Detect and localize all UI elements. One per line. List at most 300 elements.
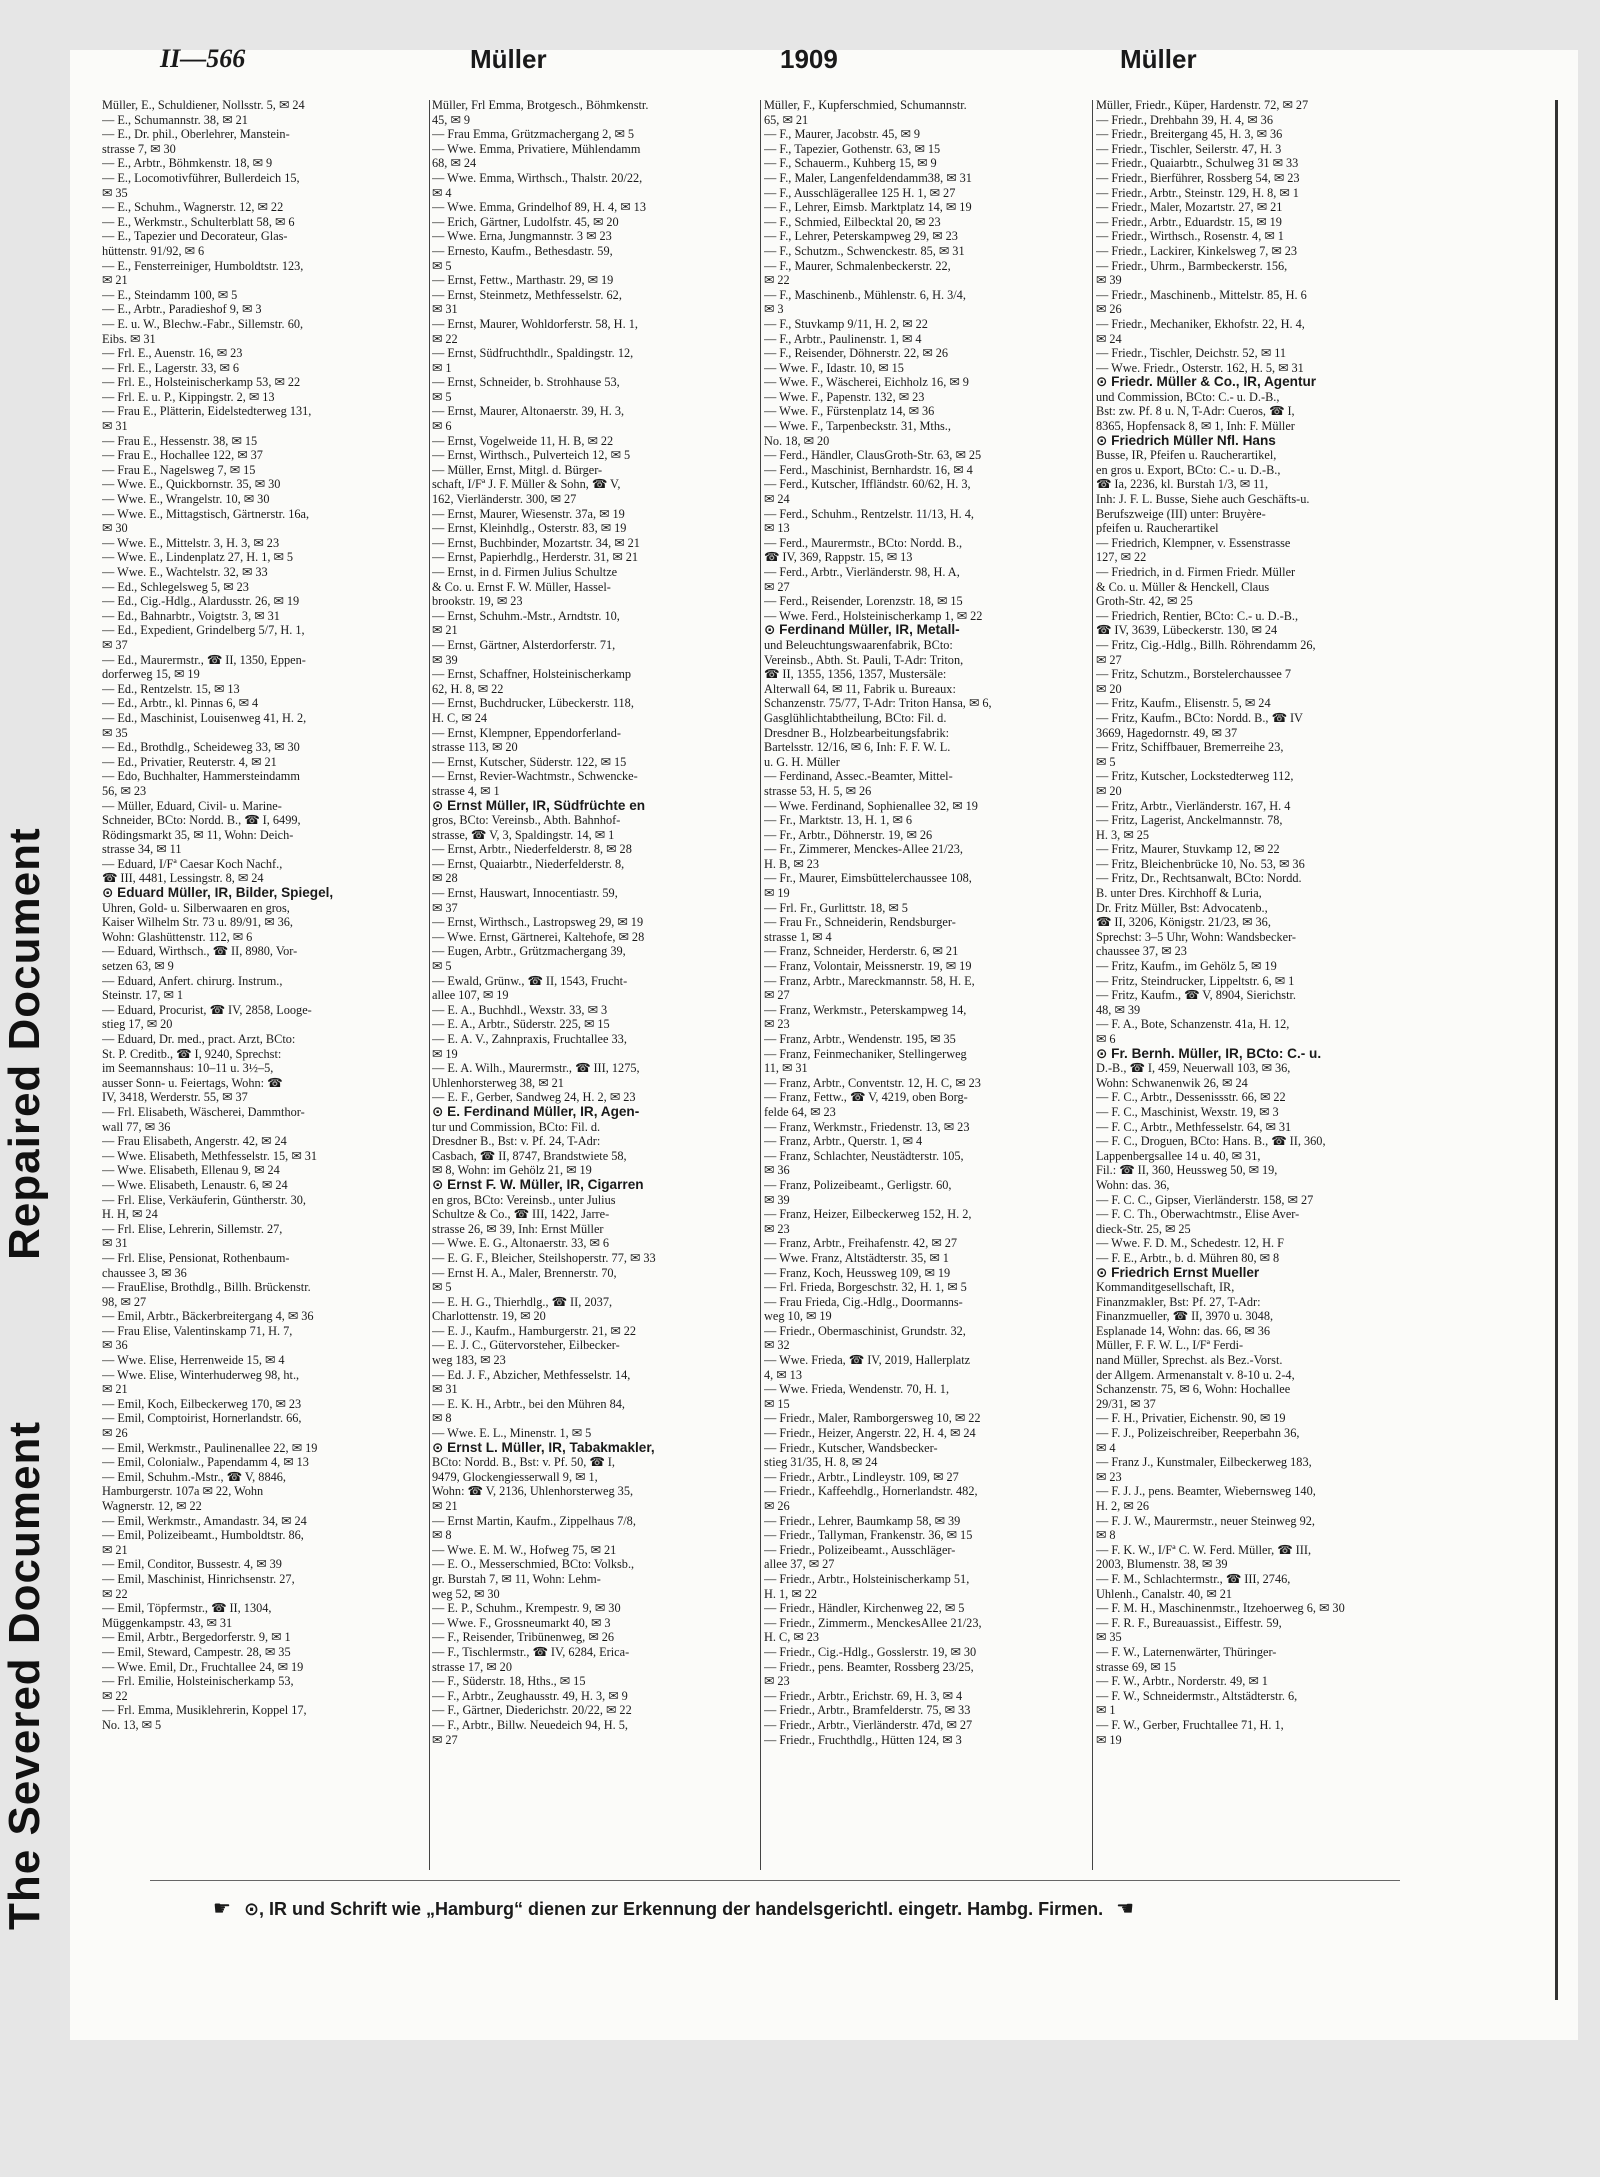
directory-entry-line: Schanzenstr. 75, ✉ 6, Wohn: Hochallee <box>1096 1382 1291 1397</box>
directory-entry-line: ✉ 27 <box>764 579 790 594</box>
directory-entry-line: — Eduard, Procurist, ☎ IV, 2858, Looge- <box>102 1002 312 1017</box>
directory-entry-line: ✉ 30 <box>102 521 128 536</box>
directory-entry-line: gr. Burstah 7, ✉ 11, Wohn: Lehm- <box>432 1571 601 1586</box>
directory-entry-line: — Ernst, Steinmetz, Methfesselstr. 62, <box>432 287 622 302</box>
directory-entry-line: — E. G. F., Bleicher, Steilshoperstr. 77, ✉ 33 <box>432 1250 656 1265</box>
directory-entry-line: — Ernst, Hauswart, Innocentiastr. 59, <box>432 886 618 901</box>
column-rule <box>760 100 761 1870</box>
directory-entry-line: Berufszweige (III) unter: Bruyère- <box>1096 506 1266 521</box>
directory-entry-line: — Franz, Koch, Heussweg 109, ✉ 19 <box>764 1265 951 1280</box>
directory-entry-line: ✉ 39 <box>432 652 458 667</box>
directory-entry-line: — FrauElise, Brothdlg., Billh. Brückenstr. <box>102 1280 311 1295</box>
directory-entry-line: — Friedr., Bierführer, Rossberg 54, ✉ 23 <box>1096 170 1300 185</box>
directory-entry-line: — Franz, Polizeibeamt., Gerligstr. 60, <box>764 1177 952 1192</box>
directory-entry-line: — Ed., Schlegelsweg 5, ✉ 23 <box>102 579 249 594</box>
directory-entry-line: — Ferd., Arbtr., Vierländerstr. 98, H. A, <box>764 565 960 579</box>
directory-entry-line: Busse, IR, Pfeifen u. Raucherartikel, <box>1096 448 1277 463</box>
directory-entry-line: — Wwe. Ernst, Gärtnerei, Kaltehofe, ✉ 28 <box>432 929 645 944</box>
header-name-left: Müller <box>470 44 547 74</box>
directory-entry-line: — Ernst, Fettw., Marthastr. 29, ✉ 19 <box>432 273 614 288</box>
directory-entry-line: — Franz, Schneider, Herderstr. 6, ✉ 21 <box>764 944 959 959</box>
directory-entry-line: — Wwe. E., Mittelstr. 3, H. 3, ✉ 23 <box>102 535 280 550</box>
directory-entry-line: — F. W., Laternenwärter, Thüringer- <box>1096 1644 1277 1659</box>
pointing-hand-left-icon: ☚ <box>1116 1898 1135 1920</box>
directory-entry-line: — Friedr., Maler, Mozartstr. 27, ✉ 21 <box>1096 200 1283 215</box>
directory-entry-line: dorferweg 15, ✉ 19 <box>102 667 200 682</box>
directory-entry-line: — Wwe. Elisabeth, Lenaustr. 6, ✉ 24 <box>102 1177 288 1192</box>
directory-entry-line: — Ed., Maurermstr., ☎ II, 1350, Eppen- <box>102 652 306 667</box>
directory-entry-line: B. unter Dres. Kirchhoff & Luria, <box>1096 886 1262 901</box>
directory-entry-line: en gros u. Export, BCto: C.- u. D.-B., <box>1096 462 1281 477</box>
directory-entry-line: — Friedr., Arbtr., Erichstr. 69, H. 3, ✉ 4 <box>764 1688 963 1703</box>
directory-entry-line: — E., Schumannstr. 38, ✉ 21 <box>102 112 248 127</box>
directory-entry-line: Müller, Friedr., Küper, Hardenstr. 72, ✉ 27 <box>1096 98 1309 112</box>
directory-entry-line: ✉ 23 <box>764 1017 790 1032</box>
directory-entry-line: — Fritz, Bleichenbrücke 10, No. 53, ✉ 36 <box>1096 856 1305 871</box>
directory-entry-line: 2003, Blumenstr. 38, ✉ 39 <box>1096 1557 1228 1572</box>
directory-entry-line: felde 64, ✉ 23 <box>764 1104 836 1119</box>
directory-entry-line: strasse 26, ✉ 39, Inh: Ernst Müller <box>432 1221 604 1236</box>
directory-entry-line: ☎ II, 3206, Königstr. 21/23, ✉ 36, <box>1096 915 1271 930</box>
directory-entry-line: Wohn: Schwanenwik 26, ✉ 24 <box>1096 1075 1248 1090</box>
directory-entry-line: Wohn: Glashüttenstr. 112, ✉ 6 <box>102 929 253 944</box>
directory-entry-line: — F. C., Droguen, BCto: Hans. B., ☎ II, 360, <box>1096 1134 1326 1149</box>
directory-entry-line: — Ferd., Reisender, Lorenzstr. 18, ✉ 15 <box>764 594 963 609</box>
directory-entry-line: — Friedr., Tallyman, Frankenstr. 36, ✉ 15 <box>764 1528 973 1543</box>
directory-entry-line: ✉ 32 <box>764 1338 790 1353</box>
directory-entry-line: ✉ 22 <box>764 273 790 288</box>
directory-entry-line: Gasglühlichtabtheilung, BCto: Fil. d. <box>764 710 947 725</box>
directory-entry-line: H. B, ✉ 23 <box>764 856 820 871</box>
directory-entry-line: strasse 1, ✉ 4 <box>764 929 832 944</box>
directory-entry-line: — Friedr., Arbtr., Vierländerstr. 47d, ✉ 27 <box>764 1717 973 1732</box>
directory-entry-line: 48, ✉ 39 <box>1096 1002 1141 1017</box>
directory-entry-line: — Ed., Cig.-Hdlg., Alardusstr. 26, ✉ 19 <box>102 594 300 609</box>
directory-entry-line: ✉ 31 <box>432 302 458 317</box>
directory-entry-line: — Wwe. F. D. M., Schedestr. 12, H. F <box>1096 1236 1285 1251</box>
directory-entry-line: — Frl. E. u. P., Kippingstr. 2, ✉ 13 <box>102 389 275 404</box>
directory-entry-line: — F., Ausschlägerallee 125 H. 1, ✉ 27 <box>764 185 956 200</box>
directory-entry-line: — Emil, Conditor, Bussestr. 4, ✉ 39 <box>102 1557 282 1572</box>
directory-entry-line: ✉ 28 <box>432 871 458 886</box>
directory-entry-line: — Friedr., Breitergang 45, H. 3, ✉ 36 <box>1096 127 1283 142</box>
directory-entry-line: Finanzmueller, ☎ II, 3970 u. 3048, <box>1096 1309 1274 1324</box>
directory-entry-line: — Frl. Elise, Verkäuferin, Güntherstr. 30, <box>102 1192 307 1207</box>
directory-entry-line: Steinstr. 17, ✉ 1 <box>102 988 184 1003</box>
directory-entry-line: — Müller, Eduard, Civil- u. Marine- <box>102 798 282 813</box>
directory-entry-line: — E., Arbtr., Paradieshof 9, ✉ 3 <box>102 302 262 317</box>
directory-entry-line: — F., Tischlermstr., ☎ IV, 6284, Erica- <box>432 1644 630 1659</box>
directory-entry-line: — Ernst, Wirthsch., Lastropsweg 29, ✉ 19 <box>432 915 644 930</box>
directory-entry-line: und Commission, BCto: C.- u. D.-B., <box>1096 389 1280 404</box>
directory-entry-line: — Frau Elisabeth, Angerstr. 42, ✉ 24 <box>102 1134 287 1149</box>
directory-entry-line: — F. W., Gerber, Fruchtallee 71, H. 1, <box>1096 1717 1284 1732</box>
directory-entry-line: ⊙ Eduard Müller, IR, Bilder, Spiegel, <box>102 886 334 901</box>
directory-entry-line: — Fritz, Kaufm., im Gehölz 5, ✉ 19 <box>1096 959 1277 974</box>
directory-entry-line: — E., Steindamm 100, ✉ 5 <box>102 287 238 302</box>
directory-entry-line: — Fritz, Kaufm., BCto: Nordd. B., ☎ IV <box>1096 710 1303 725</box>
directory-entry-line: ⊙ Fr. Bernh. Müller, IR, BCto: C.- u. <box>1096 1046 1322 1061</box>
directory-entry-line: — Emil, Arbtr., Bäckerbreitergang 4, ✉ 36 <box>102 1309 314 1324</box>
directory-entry-line: ✉ 36 <box>764 1163 790 1178</box>
directory-entry-line: — Friedr., pens. Beamter, Rossberg 23/25, <box>764 1659 974 1674</box>
directory-entry-line: ✉ 23 <box>1096 1469 1122 1484</box>
directory-entry-line: — F. R. F., Bureauassist., Eiffestr. 59, <box>1096 1615 1282 1630</box>
directory-entry-line: — F. E., Arbtr., b. d. Mühren 80, ✉ 8 <box>1096 1250 1280 1265</box>
directory-entry-line: — Ed., Maschinist, Louisenweg 41, H. 2, <box>102 710 307 725</box>
pointing-hand-icon: ☛ <box>213 1898 231 1920</box>
directory-entry-line: — Ernst, Vogelweide 11, H. B, ✉ 22 <box>432 433 614 448</box>
directory-entry-line: — Wwe. Frieda, Wendenstr. 70, H. 1, <box>764 1382 950 1397</box>
directory-entry-line: — F. M., Schlachtermstr., ☎ III, 2746, <box>1096 1571 1291 1586</box>
directory-entry-line: Müller, F., Kupferschmied, Schumannstr. <box>764 98 967 112</box>
directory-entry-line: — Emil, Koch, Eilbeckerweg 170, ✉ 23 <box>102 1396 302 1411</box>
directory-entry-line: — Ernst, Schaffner, Holsteinischerkamp <box>432 667 632 682</box>
directory-entry-line: ✉ 8 <box>432 1411 452 1426</box>
directory-entry-line: — Frl. Fr., Gurlittstr. 18, ✉ 5 <box>764 900 908 915</box>
directory-entry-line: 9479, Glockengiesserwall 9, ✉ 1, <box>432 1469 598 1484</box>
directory-entry-line: ✉ 26 <box>102 1426 128 1441</box>
directory-entry-line: ✉ 39 <box>1096 273 1122 288</box>
directory-entry-line: ✉ 22 <box>432 331 458 346</box>
directory-entry-line: — Ewald, Grünw., ☎ II, 1543, Frucht- <box>432 973 628 988</box>
directory-entry-line: — E. u. W., Blechw.-Fabr., Sillemstr. 60, <box>102 316 304 331</box>
directory-entry-line: — F., Stuvkamp 9/11, H. 2, ✉ 22 <box>764 316 928 331</box>
directory-entry-line: — Emil, Schuhm.-Mstr., ☎ V, 8846, <box>102 1469 286 1484</box>
directory-entry-line: — F., Arbtr., Billw. Neuedeich 94, H. 5, <box>432 1717 628 1732</box>
directory-entry-line: IV, 3418, Werderstr. 55, ✉ 37 <box>102 1090 248 1105</box>
directory-entry-line: Schultze & Co., ☎ III, 1422, Jarre- <box>432 1207 610 1222</box>
directory-entry-line: ✉ 21 <box>102 1382 128 1397</box>
directory-entry-line: ✉ 23 <box>764 1674 790 1689</box>
directory-entry-line: weg 10, ✉ 19 <box>764 1309 832 1324</box>
directory-entry-line: — Ernst, Maurer, Wohldorferstr. 58, H. 1, <box>432 316 638 331</box>
directory-entry-line: 29/31, ✉ 37 <box>1096 1396 1156 1411</box>
directory-entry-line: — Fritz, Schutzm., Borstelerchaussee 7 <box>1096 667 1291 682</box>
directory-entry-line: H. 1, ✉ 22 <box>764 1586 818 1601</box>
directory-entry-line: — Frl. Emma, Musiklehrerin, Koppel 17, <box>102 1703 307 1718</box>
directory-entry-line: — F. A., Bote, Schanzenstr. 41a, H. 12, <box>1096 1017 1290 1032</box>
directory-entry-line: strasse 69, ✉ 15 <box>1096 1659 1176 1674</box>
directory-entry-line: — Friedr., Maschinenb., Mittelstr. 85, H. 6 <box>1096 287 1307 302</box>
directory-entry-line: — Wwe. F., Fürstenplatz 14, ✉ 36 <box>764 404 935 419</box>
directory-entry-line: ✉ 8 <box>1096 1528 1116 1543</box>
directory-entry-line: — F., Lehrer, Peterskampweg 29, ✉ 23 <box>764 229 958 244</box>
directory-entry-line: — Franz, Feinmechaniker, Stellingerweg <box>764 1046 967 1061</box>
directory-entry-line: — Frl. Elise, Lehrerin, Sillemstr. 27, <box>102 1221 283 1236</box>
directory-entry-line: — F., Maschinenb., Mühlenstr. 6, H. 3/4, <box>764 287 966 302</box>
directory-entry-line: — Emil, Polizeibeamt., Humboldtstr. 86, <box>102 1528 304 1543</box>
directory-entry-line: — Ferd., Kutscher, Iffländstr. 60/62, H. 3, <box>764 477 971 492</box>
directory-entry-line: — Ernst, Gärtner, Alsterdorferstr. 71, <box>432 637 616 652</box>
directory-entry-line: — Frl. Elisabeth, Wäscherei, Dammthor- <box>102 1104 305 1119</box>
directory-entry-line: No. 18, ✉ 20 <box>764 433 830 448</box>
directory-entry-line: Groth-Str. 42, ✉ 25 <box>1096 594 1193 609</box>
directory-entry-line: — Ernst, Maurer, Altonaerstr. 39, H. 3, <box>432 404 625 419</box>
directory-entry-line: — Frau E., Plätterin, Eidelstedterweg 131, <box>102 404 312 419</box>
directory-entry-line: — E., Fensterreiniger, Humboldtstr. 123, <box>102 258 304 273</box>
directory-entry-line: — Franz, Arbtr., Freihafenstr. 42, ✉ 27 <box>764 1236 958 1251</box>
directory-entry-line: — E., Schuhm., Wagnerstr. 12, ✉ 22 <box>102 200 284 215</box>
directory-entry-line: — Wwe. E., Quickbornstr. 35, ✉ 30 <box>102 477 281 492</box>
directory-entry-line: Charlottenstr. 19, ✉ 20 <box>432 1309 546 1324</box>
directory-entry-line: der Allgem. Armenanstalt v. 8-10 u. 2-4, <box>1096 1367 1295 1382</box>
directory-entry-line: Schanzenstr. 75/77, T-Adr: Triton Hansa, ✉ 6, <box>764 696 992 711</box>
directory-entry-line: — Ernst H. A., Maler, Brennerstr. 70, <box>432 1265 617 1280</box>
directory-entry-line: — Frl. Elise, Pensionat, Rothenbaum- <box>102 1250 290 1265</box>
directory-entry-line: — F., Gärtner, Diederichstr. 20/22, ✉ 22 <box>432 1703 632 1718</box>
page-number: II—566 <box>160 44 246 73</box>
directory-entry-line: — Friedr., Kutscher, Wandsbecker- <box>764 1440 938 1455</box>
directory-entry-line: strasse 34, ✉ 11 <box>102 842 182 857</box>
directory-entry-line: allee 107, ✉ 19 <box>432 988 509 1003</box>
directory-entry-line: strasse 113, ✉ 20 <box>432 740 518 755</box>
directory-entry-line: — E., Arbtr., Böhmkenstr. 18, ✉ 9 <box>102 156 273 171</box>
directory-entry-line: wall 77, ✉ 36 <box>102 1119 171 1134</box>
side-stamp <box>0 640 54 1940</box>
directory-entry-line: — Wwe. Emma, Grindelhof 89, H. 4, ✉ 13 <box>432 200 646 215</box>
directory-entry-line: H. 3, ✉ 25 <box>1096 827 1150 842</box>
directory-entry-line: — Franz J., Kunstmaler, Eilbeckerweg 183, <box>1096 1455 1312 1470</box>
directory-entry-line: — E. J. C., Gütervorsteher, Eilbecker- <box>432 1338 620 1353</box>
directory-entry-line: — Ferd., Maurermstr., BCto: Nordd. B., <box>764 535 963 550</box>
directory-entry-line: allee 37, ✉ 27 <box>764 1557 835 1572</box>
directory-entry-line: — Ernst, in d. Firmen Julius Schultze <box>432 565 618 579</box>
directory-entry-line: — Eduard, I/Fª Caesar Koch Nachf., <box>102 856 283 871</box>
directory-entry-line: schaft, I/Fª J. F. Müller & Sohn, ☎ V, <box>432 477 621 492</box>
column-rule <box>429 100 430 1870</box>
directory-entry-line: — Friedr., Obermaschinist, Grundstr. 32, <box>764 1323 966 1338</box>
directory-entry-line: — Fritz, Cig.-Hdlg., Billh. Röhrendamm 26, <box>1096 637 1316 652</box>
directory-entry-line: — Frau E., Hessenstr. 38, ✉ 15 <box>102 433 258 448</box>
directory-entry-line: — Ernst, Buchdrucker, Lübeckerstr. 118, <box>432 696 634 711</box>
directory-entry-line: Dresdner B., Bst: v. Pf. 24, T-Adr: <box>432 1134 601 1149</box>
directory-entry-line: ✉ 5 <box>432 258 452 273</box>
directory-entry-line: 68, ✉ 24 <box>432 156 477 171</box>
directory-entry-line: — Ernst, Revier-Wachtmstr., Schwencke- <box>432 769 638 784</box>
directory-entry-line: — Ernst, Wirthsch., Pulverteich 12, ✉ 5 <box>432 448 631 463</box>
directory-entry-line: ✉ 21 <box>432 623 458 638</box>
directory-entry-line: — F. C. C., Gipser, Vierländerstr. 158, ✉ 27 <box>1096 1192 1314 1207</box>
directory-entry-line: — F. J. J., pens. Beamter, Wiebernsweg 140, <box>1096 1484 1316 1499</box>
directory-entry-line: — Fritz, Steindrucker, Lippeltstr. 6, ✉ 1 <box>1096 973 1295 988</box>
directory-entry-line: — F. K. W., I/Fª C. W. Ferd. Müller, ☎ III, <box>1096 1542 1312 1557</box>
directory-entry-line: ⊙ Friedrich Ernst Mueller <box>1096 1265 1260 1280</box>
directory-entry-line: pfeifen u. Raucherartikel <box>1096 521 1219 536</box>
directory-entry-line: — E., Dr. phil., Oberlehrer, Manstein- <box>102 127 290 142</box>
directory-entry-line: — Eugen, Arbtr., Grützmachergang 39, <box>432 944 626 959</box>
directory-entry-line: — F. C. Th., Oberwachtmstr., Elise Aver- <box>1096 1207 1300 1222</box>
directory-entry-line: ✉ 31 <box>102 1236 128 1251</box>
directory-entry-line: ⊙ Ernst L. Müller, IR, Tabakmakler, <box>432 1440 655 1455</box>
directory-entry-line: — Franz, Arbtr., Conventstr. 12, H. C, ✉ 23 <box>764 1075 981 1090</box>
directory-entry-line: H. C, ✉ 23 <box>764 1630 820 1645</box>
directory-entry-line: ✉ 23 <box>764 1221 790 1236</box>
directory-entry-line: — Frl. E., Auenstr. 16, ✉ 23 <box>102 346 243 361</box>
directory-entry-line: — Frau Frieda, Cig.-Hdlg., Doormanns- <box>764 1294 963 1309</box>
directory-entry-line: — Friedrich, Rentier, BCto: C.- u. D.-B., <box>1096 608 1299 623</box>
column-4 <box>1096 98 1422 1878</box>
directory-entry-line: — Fr., Maurer, Eimsbüttelerchaussee 108, <box>764 871 972 886</box>
directory-entry-line: — Emil, Werkmstr., Paulinenallee 22, ✉ 19 <box>102 1440 318 1455</box>
directory-entry-line: ✉ 24 <box>764 492 790 507</box>
directory-entry-line: — Friedrich, Klempner, v. Essenstrasse <box>1096 535 1291 550</box>
directory-entry-line: — Emil, Arbtr., Bergedorferstr. 9, ✉ 1 <box>102 1630 291 1645</box>
directory-entry-line: — Wwe. Emil, Dr., Fruchtallee 24, ✉ 19 <box>102 1659 304 1674</box>
directory-entry-line: — Emil, Werkmstr., Amandastr. 34, ✉ 24 <box>102 1513 307 1528</box>
directory-entry-line: ☎ Ia, 2236, kl. Burstah 1/3, ✉ 11, <box>1096 477 1269 492</box>
directory-entry-line: ☎ III, 4481, Lessingstr. 8, ✉ 24 <box>102 871 264 886</box>
directory-entry-line: en gros, BCto: Vereinsb., unter Julius <box>432 1192 616 1207</box>
directory-entry-line: Bst: zw. Pf. 8 u. N, T-Adr: Cueros, ☎ I, <box>1096 404 1295 419</box>
directory-entry-line: Kommanditgesellschaft, IR, <box>1096 1280 1235 1295</box>
directory-entry-line: ✉ 26 <box>764 1499 790 1513</box>
directory-entry-line: chaussee 3, ✉ 36 <box>102 1265 187 1280</box>
directory-entry-line: ✉ 8, Wohn: im Gehölz 21, ✉ 19 <box>432 1163 592 1178</box>
directory-entry-line: ✉ 27 <box>1096 652 1122 667</box>
directory-entry-line: und Beleuchtungswaarenfabrik, BCto: <box>764 637 953 652</box>
directory-entry-line: — Ed., Bahnarbtr., Voigtstr. 3, ✉ 31 <box>102 608 280 623</box>
directory-entry-line: ✉ 20 <box>1096 783 1122 798</box>
directory-entry-line: 8365, Hopfensack 8, ✉ 1, Inh: F. Müller <box>1096 419 1295 434</box>
directory-entry-line: H. 2, ✉ 26 <box>1096 1499 1150 1513</box>
directory-entry-line: — Friedr., Drehbahn 39, H. 4, ✉ 36 <box>1096 112 1273 127</box>
directory-entry-line: — Friedr., Fruchthdlg., Hütten 124, ✉ 3 <box>764 1732 962 1747</box>
directory-entry-line: — Fr., Zimmerer, Menckes-Allee 21/23, <box>764 842 963 857</box>
directory-entry-line: ☎ IV, 3639, Lübeckerstr. 130, ✉ 24 <box>1096 623 1278 638</box>
directory-entry-line: — F., Maurer, Jacobstr. 45, ✉ 9 <box>764 127 921 142</box>
directory-entry-line: — Ernst, Südfruchthdlr., Spaldingstr. 12, <box>432 346 634 361</box>
directory-entry-line: — E. A., Buchhdl., Wexstr. 33, ✉ 3 <box>432 1002 608 1017</box>
directory-entry-line: — Friedr., Uhrm., Barmbeckerstr. 156, <box>1096 258 1288 273</box>
directory-entry-line: — F., Schmied, Eilbecktal 20, ✉ 23 <box>764 214 941 229</box>
directory-entry-line: — Emil, Colonialw., Papendamm 4, ✉ 13 <box>102 1455 309 1470</box>
directory-entry-line: ✉ 3 <box>764 302 784 317</box>
directory-entry-line: — F. C., Maschinist, Wexstr. 19, ✉ 3 <box>1096 1104 1279 1119</box>
directory-entry-line: 11, ✉ 31 <box>764 1061 808 1076</box>
directory-entry-line: strasse 4, ✉ 1 <box>432 783 500 798</box>
directory-entry-line: — Ferd., Schuhm., Rentzelstr. 11/13, H. 4, <box>764 506 974 521</box>
directory-entry-line: — Ernst, Buchbinder, Mozartstr. 34, ✉ 21 <box>432 535 640 550</box>
directory-entry-line: — Friedr., Arbtr., Lindleystr. 109, ✉ 27 <box>764 1469 959 1484</box>
directory-entry-line: ✉ 19 <box>764 886 790 901</box>
directory-entry-line: — Wwe. Emma, Privatiere, Mühlendamm <box>432 141 641 156</box>
directory-entry-line: Dresdner B., Holzbearbeitungsfabrik: <box>764 725 950 740</box>
directory-entry-line: — Wwe. E. G., Altonaerstr. 33, ✉ 6 <box>432 1236 610 1251</box>
directory-entry-line: Bartelsstr. 12/16, ✉ 6, Inh: F. F. W. L. <box>764 740 951 755</box>
directory-entry-line: Müller, Frl Emma, Brotgesch., Böhmkenstr. <box>432 98 649 112</box>
directory-entry-line: — F. H., Privatier, Eichenstr. 90, ✉ 19 <box>1096 1411 1286 1426</box>
directory-entry-line: Rödingsmarkt 35, ✉ 11, Wohn: Deich- <box>102 827 294 842</box>
directory-entry-line: St. P. Creditb., ☎ I, 9240, Sprechst: <box>102 1046 282 1061</box>
directory-entry-line: — F., Maurer, Schmalenbeckerstr. 22, <box>764 258 951 273</box>
directory-entry-line: — Fr., Arbtr., Döhnerstr. 19, ✉ 26 <box>764 827 933 842</box>
directory-entry-line: ✉ 1 <box>432 360 452 375</box>
directory-entry-line: — F., Süderstr. 18, Hths., ✉ 15 <box>432 1674 586 1689</box>
directory-entry-line: — Wwe. Emma, Wirthsch., Thalstr. 20/22, <box>432 170 643 185</box>
directory-entry-line: ⊙ E. Ferdinand Müller, IR, Agen- <box>432 1104 640 1119</box>
directory-entry-line: Wohn: ☎ V, 2136, Uhlenhorsterweg 35, <box>432 1484 634 1499</box>
directory-entry-line: tur und Commission, BCto: Fil. d. <box>432 1119 601 1134</box>
directory-entry-line: — E. F., Gerber, Sandweg 24, H. 2, ✉ 23 <box>432 1090 636 1105</box>
directory-entry-line: — Ernst, Papierhdlg., Herderstr. 31, ✉ 21 <box>432 550 638 565</box>
directory-entry-line: — Ernesto, Kaufm., Bethesdastr. 59, <box>432 243 613 258</box>
directory-entry-line: Fil.: ☎ II, 360, Heussweg 50, ✉ 19, <box>1096 1163 1278 1178</box>
directory-entry-line: — E. A., Arbtr., Süderstr. 225, ✉ 15 <box>432 1017 610 1032</box>
directory-entry-line: 98, ✉ 27 <box>102 1294 147 1309</box>
directory-entry-line: ✉ 37 <box>102 637 128 652</box>
directory-entry-line: ✉ 6 <box>1096 1032 1116 1046</box>
directory-entry-line: ✉ 5 <box>432 389 452 404</box>
directory-entry-line: chaussee 37, ✉ 23 <box>1096 944 1187 959</box>
directory-entry-line: strasse 7, ✉ 30 <box>102 141 176 156</box>
directory-entry-line: ✉ 5 <box>432 1280 452 1295</box>
directory-entry-line: — Ferd., Händler, ClausGroth-Str. 63, ✉ 25 <box>764 448 982 463</box>
directory-entry-line: — Friedr., Tischler, Deichstr. 52, ✉ 11 <box>1096 346 1287 361</box>
directory-entry-line: 65, ✉ 21 <box>764 112 809 127</box>
directory-entry-line: ✉ 19 <box>432 1046 458 1061</box>
directory-entry-line: H. C, ✉ 24 <box>432 710 488 725</box>
page-edge <box>1555 100 1558 2000</box>
directory-entry-line: — F., Lehrer, Eimsb. Marktplatz 14, ✉ 19 <box>764 200 972 215</box>
directory-entry-line: — Emil, Töpfermstr., ☎ II, 1304, <box>102 1601 272 1616</box>
directory-entry-line: — F. J., Polizeischreiber, Reeperbahn 36, <box>1096 1426 1300 1441</box>
directory-entry-line: — Frl. Frieda, Borgeschstr. 32, H. 1, ✉ 5 <box>764 1280 967 1295</box>
directory-entry-line: — Franz, Werkmstr., Peterskampweg 14, <box>764 1002 967 1017</box>
directory-entry-line: Uhlenhorsterweg 38, ✉ 21 <box>432 1075 564 1090</box>
directory-entry-line: ✉ 36 <box>102 1338 128 1353</box>
directory-entry-line: Wagnerstr. 12, ✉ 22 <box>102 1499 202 1513</box>
directory-entry-line: — F., Reisender, Tribünenweg, ✉ 26 <box>432 1630 615 1645</box>
directory-entry-line: — Friedr., Lackirer, Kinkelsweg 7, ✉ 23 <box>1096 243 1298 258</box>
directory-entry-line: — Fritz, Dr., Rechtsanwalt, BCto: Nordd. <box>1096 871 1302 886</box>
directory-entry-line: 45, ✉ 9 <box>432 112 470 127</box>
directory-entry-line: — Friedr., Arbtr., Holsteinischerkamp 51, <box>764 1571 970 1586</box>
directory-entry-line: — Fritz, Kaufm., Elisenstr. 5, ✉ 24 <box>1096 696 1271 711</box>
directory-entry-line: — E. O., Messerschmied, BCto: Volksb., <box>432 1557 635 1572</box>
directory-entry-line: — Frl. Emilie, Holsteinischerkamp 53, <box>102 1674 294 1689</box>
directory-entry-line: — E. A. V., Zahnpraxis, Fruchtallee 33, <box>432 1032 627 1046</box>
directory-entry-line: — Wwe. Elise, Herrenweide 15, ✉ 4 <box>102 1353 285 1368</box>
directory-entry-line: ausser Sonn- u. Feiertags, Wohn: ☎ <box>102 1075 283 1090</box>
directory-entry-line: — Ed., Brothdlg., Scheideweg 33, ✉ 30 <box>102 740 300 755</box>
directory-entry-line: — Friedr., Lehrer, Baumkamp 58, ✉ 39 <box>764 1513 961 1528</box>
directory-entry-line: ✉ 35 <box>1096 1630 1122 1645</box>
directory-entry-line: & Co. u. Müller & Henckell, Claus <box>1096 579 1270 594</box>
directory-entry-line: Uhlenh., Canalstr. 40, ✉ 21 <box>1096 1586 1232 1601</box>
directory-entry-line: — Wwe. E., Lindenplatz 27, H. 1, ✉ 5 <box>102 550 294 565</box>
directory-entry-line: ✉ 37 <box>432 900 458 915</box>
directory-entry-line: 56, ✉ 23 <box>102 783 147 798</box>
directory-entry-line: ✉ 22 <box>102 1688 128 1703</box>
column-rule <box>1092 100 1093 1870</box>
directory-entry-line: H. H, ✉ 24 <box>102 1207 158 1222</box>
directory-entry-line: No. 13, ✉ 5 <box>102 1717 162 1732</box>
directory-entry-line: — Wwe. Ferdinand, Sophienallee 32, ✉ 19 <box>764 798 978 813</box>
directory-entry-line: u. G. H. Müller <box>764 754 840 769</box>
directory-entry-line: — Friedr., Polizeibeamt., Ausschläger- <box>764 1542 956 1557</box>
directory-entry-line: ✉ 21 <box>102 273 128 288</box>
directory-entry-line: ✉ 31 <box>102 419 128 434</box>
directory-entry-line: — Friedr., Zimmerm., MenckesAllee 21/23, <box>764 1615 982 1630</box>
directory-entry-line: — E., Locomotivführer, Bullerdeich 15, <box>102 170 300 185</box>
directory-entry-line: ✉ 4 <box>432 185 452 200</box>
directory-entry-line: — Friedr., Heizer, Angerstr. 22, H. 4, ✉ 24 <box>764 1426 976 1441</box>
directory-entry-line: — F. W., Arbtr., Norderstr. 49, ✉ 1 <box>1096 1674 1268 1689</box>
directory-entry-line: 62, H. 8, ✉ 22 <box>432 681 504 696</box>
directory-entry-line: — Ferdinand, Assec.-Beamter, Mittel- <box>764 769 953 784</box>
directory-entry-line: Müller, E., Schuldiener, Nollsstr. 5, ✉ 24 <box>102 98 305 112</box>
